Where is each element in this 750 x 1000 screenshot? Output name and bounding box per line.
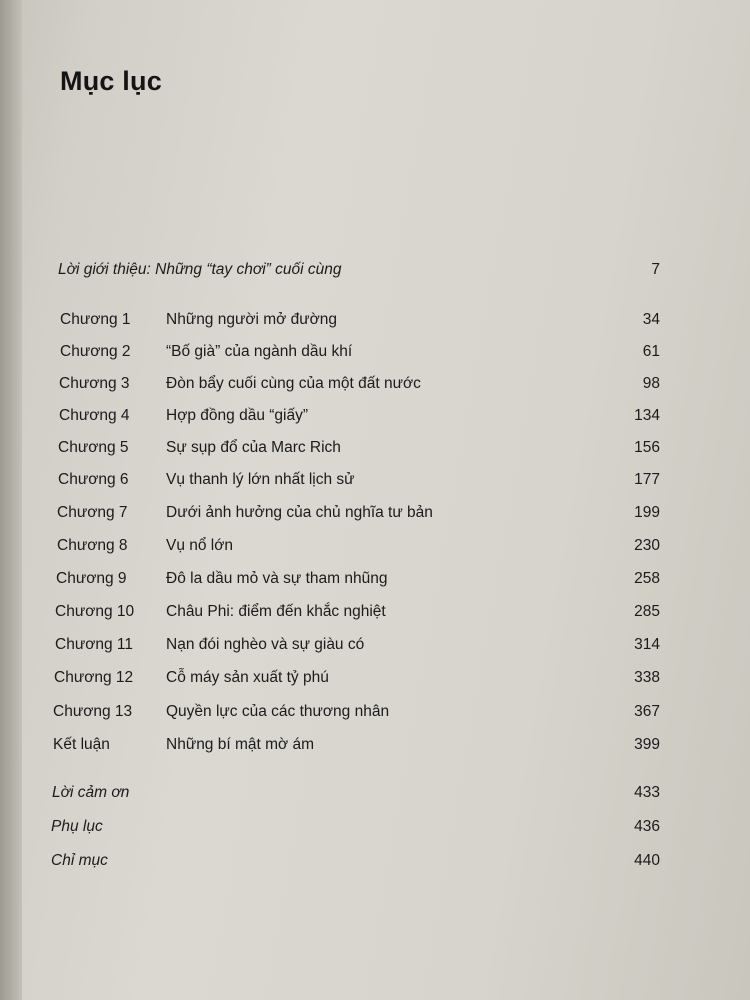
toc-entry-chapter [0,570,750,598]
chapter-title: Châu Phi: điểm đến khắc nghiệt [166,603,386,620]
toc-entry-chapter [0,343,750,371]
chapter-label: Chương 4 [59,407,130,424]
entry-label: Chỉ mục [51,852,108,869]
chapter-label: Chương 13 [53,703,133,720]
chapter-title: Đòn bẩy cuối cùng của một đất nước [166,375,421,392]
toc-entry-chapter [0,669,750,697]
toc-entry-intro [0,261,750,289]
entry-page-number: 199 [634,504,660,521]
chapter-label: Chương 12 [54,669,134,686]
chapter-title: Vụ thanh lý lớn nhất lịch sử [166,471,355,488]
toc-entry-chapter [0,703,750,731]
chapter-label: Chương 1 [60,311,131,328]
entry-page-number: 338 [634,669,660,686]
chapter-title: Những người mở đường [166,311,338,328]
chapter-title: Cỗ máy sản xuất tỷ phú [166,669,329,686]
chapter-label: Chương 10 [55,603,135,620]
toc-entry-chapter [0,636,750,664]
toc-entry-chapter [0,311,750,339]
toc-entry-chapter [0,603,750,631]
chapter-label: Chương 9 [56,570,127,587]
chapter-title: Vụ nổ lớn [166,537,234,554]
entry-page-number: 399 [634,736,660,753]
entry-page-number: 433 [634,784,660,801]
entry-page-number: 314 [634,636,660,653]
entry-page-number: 258 [634,570,660,587]
toc-entry-chapter [0,439,750,467]
toc-entry-chapter [0,504,750,532]
toc-entry-conclusion [0,736,750,764]
chapter-label: Chương 8 [57,537,128,554]
toc-entry-index [0,852,750,880]
entry-label: Phụ lục [51,818,103,835]
entry-page-number: 367 [634,703,660,720]
chapter-title: Đô la dầu mỏ và sự tham nhũng [166,570,388,587]
entry-page-number: 156 [634,439,660,456]
chapter-label: Chương 6 [58,471,129,488]
toc-entry-acknowledgements [0,784,750,812]
entry-page-number: 177 [634,471,660,488]
toc-entry-chapter [0,537,750,565]
chapter-title: Hợp đồng dầu “giấy” [166,407,308,424]
chapter-label: Chương 3 [59,375,130,392]
chapter-title: Nạn đói nghèo và sự giàu có [166,636,365,653]
chapter-label: Kết luận [53,736,110,753]
chapter-label: Chương 5 [58,439,129,456]
toc-entry-chapter [0,407,750,435]
toc-heading: Mục lục [60,66,162,96]
entry-page-number: 98 [642,375,660,392]
chapter-title: Dưới ảnh hưởng của chủ nghĩa tư bản [166,504,433,521]
chapter-title: “Bố già” của ngành dầu khí [166,343,353,360]
entry-page-number: 134 [634,407,660,424]
entry-label: Lời cảm ơn [52,784,130,801]
entry-page-number: 34 [642,311,660,328]
chapter-title: Những bí mật mờ ám [166,736,315,753]
toc-entry-chapter [0,471,750,499]
entry-page-number: 436 [634,818,660,835]
entry-label: Lời giới thiệu: Những “tay chơi” cuối cùng [58,261,342,278]
entry-page-number: 440 [634,852,660,869]
chapter-label: Chương 2 [60,343,131,360]
chapter-label: Chương 7 [57,504,128,521]
entry-page-number: 285 [634,603,660,620]
chapter-title: Quyền lực của các thương nhân [166,703,390,720]
entry-page-number: 61 [642,343,660,360]
chapter-label: Chương 11 [55,636,133,653]
entry-page-number: 7 [651,261,660,278]
entry-page-number: 230 [634,537,660,554]
toc-entry-appendix [0,818,750,846]
toc-entry-chapter [0,375,750,403]
chapter-title: Sự sụp đổ của Marc Rich [166,439,341,456]
